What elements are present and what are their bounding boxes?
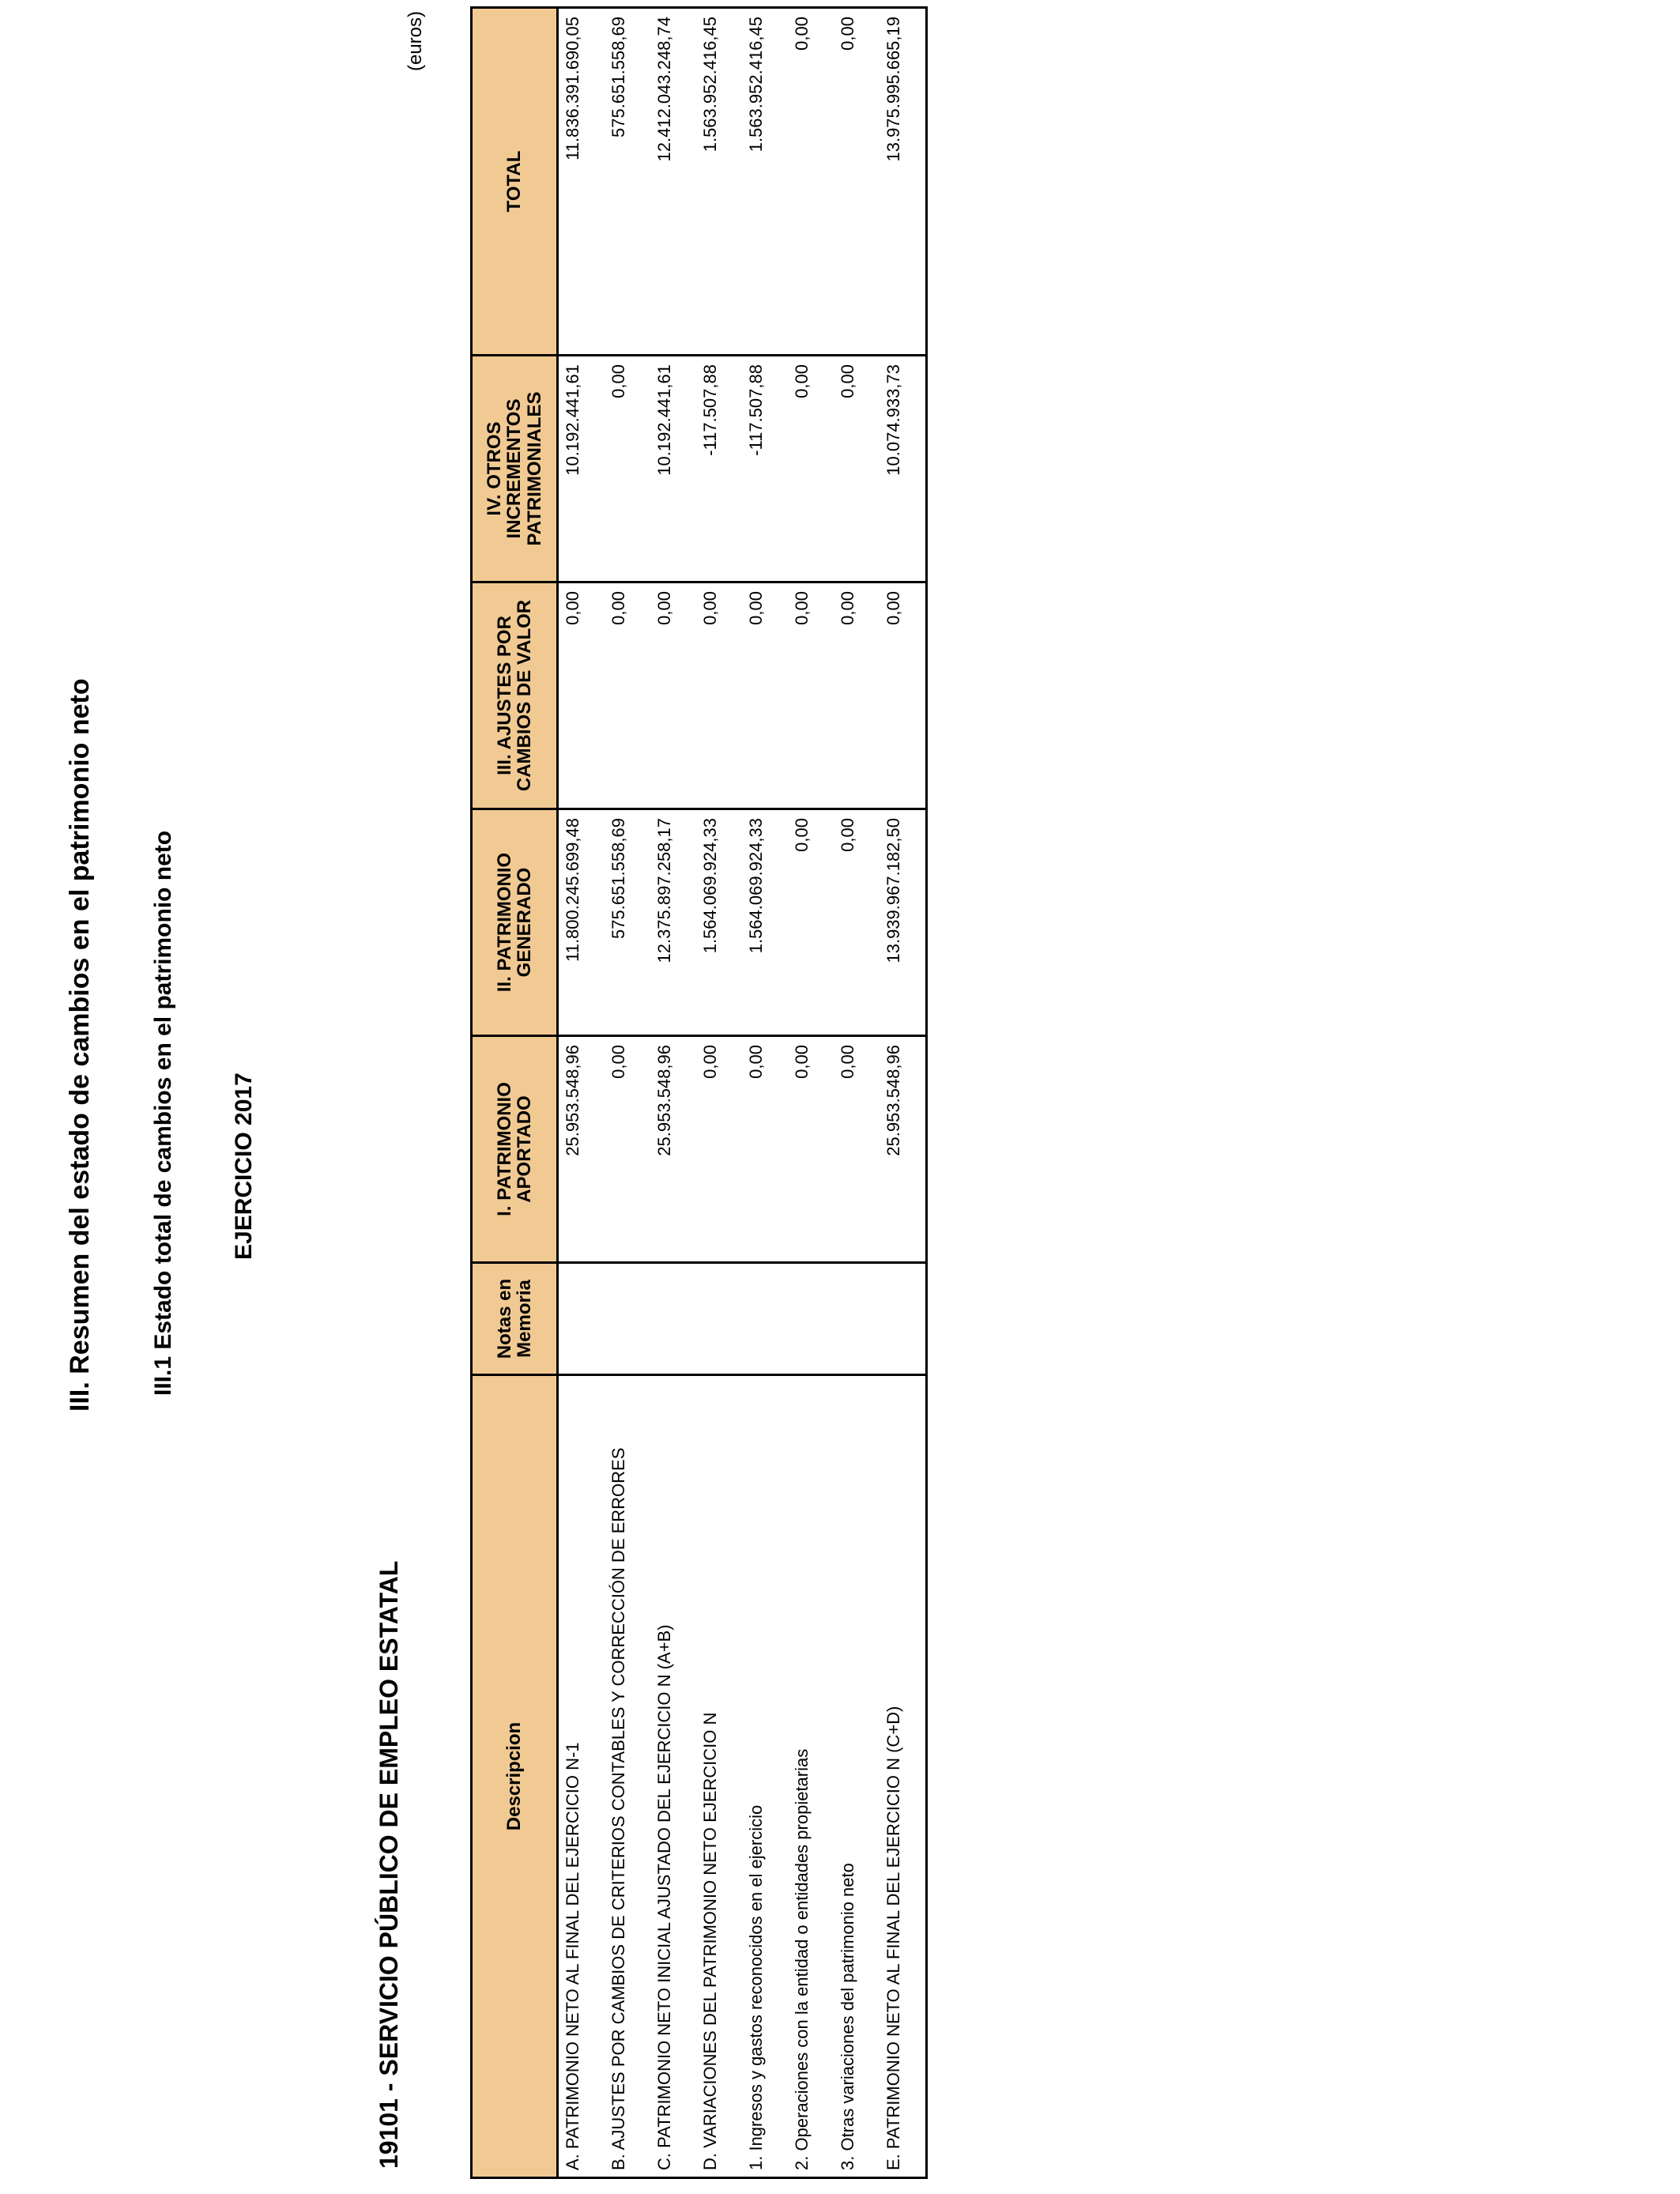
row-generado: 11.800.245.699,48: [558, 809, 605, 1036]
row-ajustes: 0,00: [742, 582, 788, 809]
column-header-descripcion: Descripcion: [472, 1375, 558, 2178]
row-notas: [788, 1263, 834, 1375]
column-header-ajustes: III. AJUSTES POR CAMBIOS DE VALOR: [472, 582, 558, 809]
row-description: 2. Operaciones con la entidad o entidades propietarias: [788, 1375, 834, 2178]
row-generado: 1.564.069.924,33: [742, 809, 788, 1036]
row-total: 11.836.391.690,05: [558, 8, 605, 356]
row-generado: 13.939.967.182,50: [880, 809, 927, 1036]
main-title: III. Resumen del estado de cambios en el patrimonio neto: [65, 678, 95, 1412]
table-row: [742, 8, 788, 2178]
organization-name: 19101 - SERVICIO PÚBLICO DE EMPLEO ESTATAL: [375, 1560, 403, 2169]
row-description: 1. Ingresos y gastos reconocidos en el ejercicio: [742, 1375, 788, 2178]
row-description: A. PATRIMONIO NETO AL FINAL DEL EJERCICIO N-1: [558, 1375, 605, 2178]
table-row: [788, 8, 834, 2178]
row-otros: 10.192.441,61: [650, 356, 696, 582]
column-header-otros: IV. OTROS INCREMENTOS PATRIMONIALES: [472, 356, 558, 582]
row-description: E. PATRIMONIO NETO AL FINAL DEL EJERCICIO N (C+D): [880, 1375, 927, 2178]
row-ajustes: 0,00: [834, 582, 880, 809]
row-aportado: 25.953.548,96: [650, 1036, 696, 1263]
column-header-generado: II. PATRIMONIO GENERADO: [472, 809, 558, 1036]
row-generado: 1.564.069.924,33: [696, 809, 742, 1036]
units-label: (euros): [405, 10, 426, 71]
row-ajustes: 0,00: [696, 582, 742, 809]
table-row: [696, 8, 742, 2178]
row-notas: [834, 1263, 880, 1375]
row-generado: 12.375.897.258,17: [650, 809, 696, 1036]
row-description: D. VARIACIONES DEL PATRIMONIO NETO EJERCICIO N: [696, 1375, 742, 2178]
row-ajustes: 0,00: [605, 582, 650, 809]
row-description: 3. Otras variaciones del patrimonio neto: [834, 1375, 880, 2178]
row-total: 0,00: [788, 8, 834, 356]
column-header-total: TOTAL: [472, 8, 558, 356]
row-notas: [880, 1263, 927, 1375]
row-aportado: 25.953.548,96: [558, 1036, 605, 1263]
row-notas: [605, 1263, 650, 1375]
row-aportado: 25.953.548,96: [880, 1036, 927, 1263]
row-total: 575.651.558,69: [605, 8, 650, 356]
row-notas: [558, 1263, 605, 1375]
row-total: 0,00: [834, 8, 880, 356]
row-aportado: 0,00: [696, 1036, 742, 1263]
row-ajustes: 0,00: [788, 582, 834, 809]
table-header-row: [472, 8, 558, 2178]
row-notas: [650, 1263, 696, 1375]
row-ajustes: 0,00: [650, 582, 696, 809]
row-aportado: 0,00: [742, 1036, 788, 1263]
table-row: [558, 8, 605, 2178]
row-total: 13.975.995.665,19: [880, 8, 927, 356]
table-row: [650, 8, 696, 2178]
row-ajustes: 0,00: [558, 582, 605, 809]
row-notas: [742, 1263, 788, 1375]
row-generado: 575.651.558,69: [605, 809, 650, 1036]
row-aportado: 0,00: [788, 1036, 834, 1263]
column-header-aportado: I. PATRIMONIO APORTADO: [472, 1036, 558, 1263]
column-header-notas: Notas en Memoria: [472, 1263, 558, 1375]
table-row: [834, 8, 880, 2178]
row-total: 12.412.043.248,74: [650, 8, 696, 356]
row-otros: 10.192.441,61: [558, 356, 605, 582]
row-generado: 0,00: [834, 809, 880, 1036]
row-otros: 10.074.933,73: [880, 356, 927, 582]
row-ajustes: 0,00: [880, 582, 927, 809]
row-total: 1.563.952.416,45: [742, 8, 788, 356]
row-otros: -117.507,88: [696, 356, 742, 582]
sub-title: III.1 Estado total de cambios en el patrimonio neto: [150, 830, 176, 1396]
patrimonio-neto-table: [470, 6, 928, 2179]
row-total: 1.563.952.416,45: [696, 8, 742, 356]
row-otros: 0,00: [605, 356, 650, 582]
table-row: [605, 8, 650, 2178]
row-otros: 0,00: [788, 356, 834, 582]
row-otros: 0,00: [834, 356, 880, 582]
row-otros: -117.507,88: [742, 356, 788, 582]
row-aportado: 0,00: [834, 1036, 880, 1263]
row-aportado: 0,00: [605, 1036, 650, 1263]
row-description: B. AJUSTES POR CAMBIOS DE CRITERIOS CONTABLES Y CORRECCIÓN DE ERRORES: [605, 1375, 650, 2178]
row-notas: [696, 1263, 742, 1375]
row-generado: 0,00: [788, 809, 834, 1036]
ejercicio-title: EJERCICIO 2017: [231, 1072, 257, 1260]
table-row: [880, 8, 927, 2178]
row-description: C. PATRIMONIO NETO INICIAL AJUSTADO DEL EJERCICIO N (A+B): [650, 1375, 696, 2178]
